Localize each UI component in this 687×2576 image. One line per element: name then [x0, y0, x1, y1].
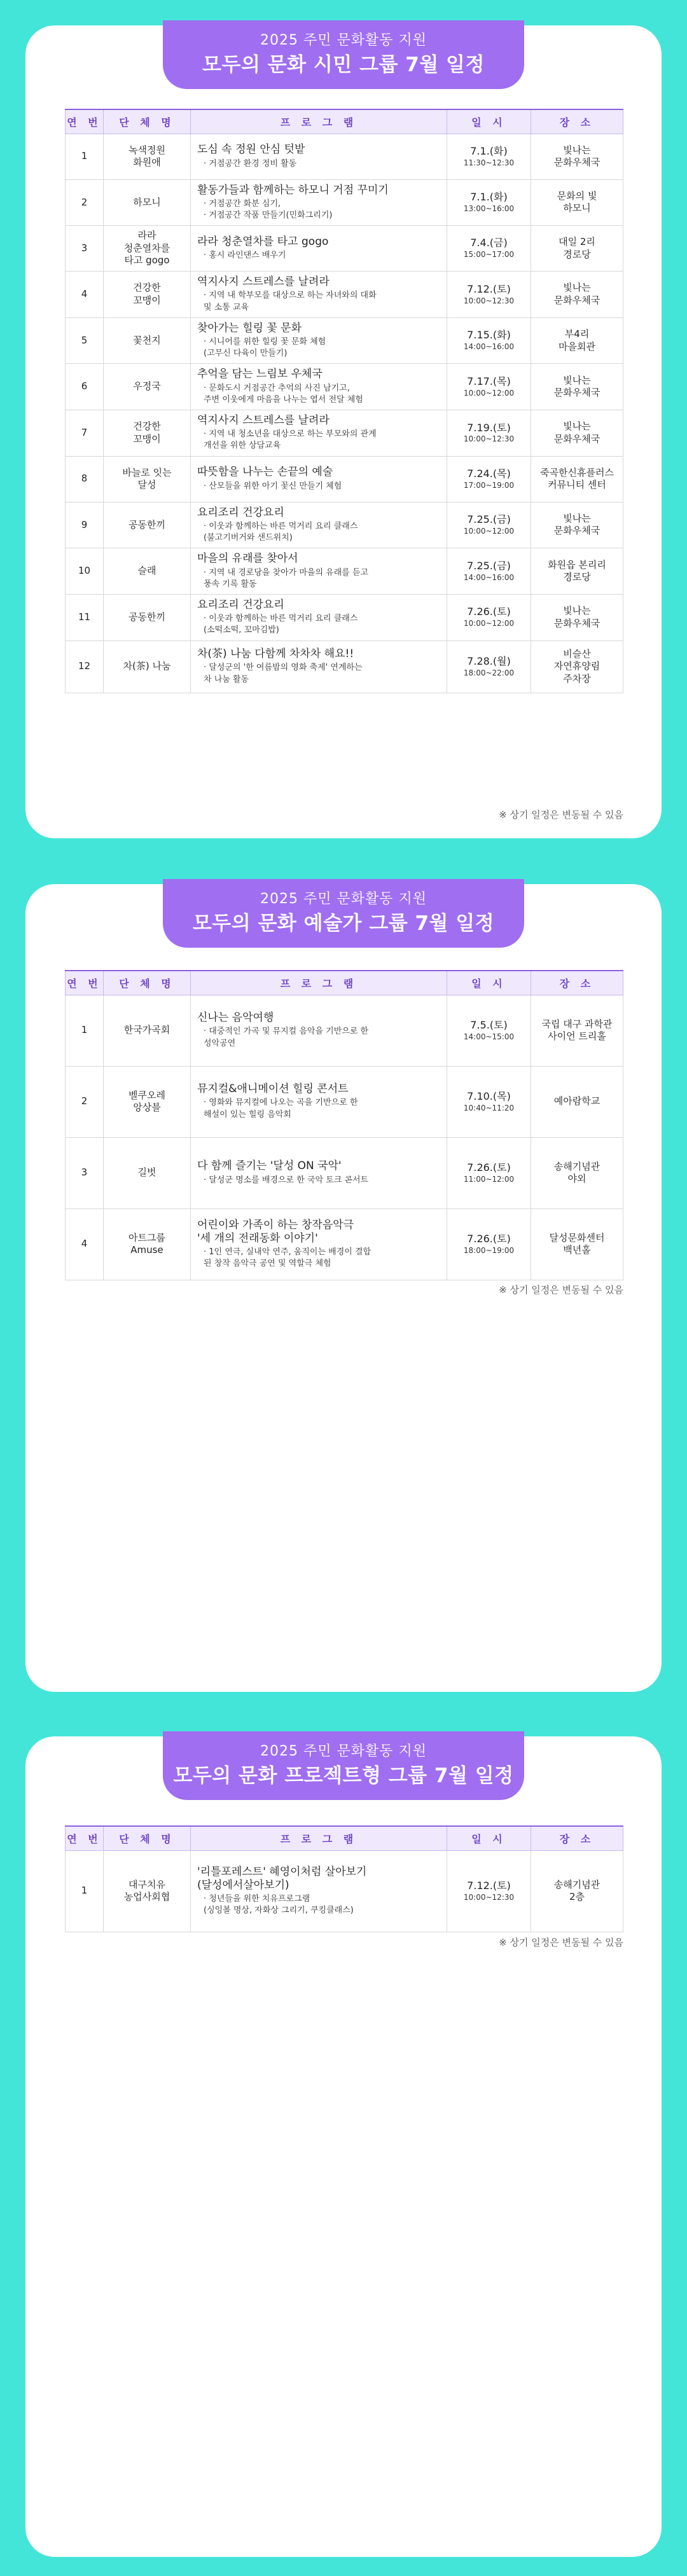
- datetime-cell: [447, 1208, 531, 1280]
- table-header-row: [66, 1826, 623, 1850]
- row-number: 12: [66, 641, 104, 693]
- header-program: 프 로 그 램: [191, 109, 447, 134]
- program-cell: [191, 272, 447, 318]
- datetime-cell: [447, 1066, 531, 1137]
- program-description: · 거점공간 환경 정비 활동: [204, 158, 297, 169]
- table-header-row: [66, 971, 623, 995]
- header-group: 단 체 명: [104, 1826, 191, 1850]
- program-cell: [191, 995, 447, 1066]
- event-time: 11:30~12:30: [463, 158, 515, 167]
- event-time: 18:00~19:00: [463, 1245, 515, 1255]
- header-group: 단 체 명: [104, 109, 191, 134]
- schedule-table: [65, 1825, 623, 1932]
- program-title: 차(茶) 나눔 다함께 차차차 해요!!: [197, 647, 354, 661]
- group-name: 대구치유 농업사회협: [104, 1850, 191, 1932]
- program-description: · 문화도시 거점공간 추억의 사진 남기고, 주변 이웃에게 마음을 나누는 엽서 전달 체험: [204, 383, 363, 405]
- row-number: 11: [66, 594, 104, 641]
- section-banner: [163, 1731, 524, 1800]
- datetime-cell: [447, 548, 531, 595]
- table-row: [66, 1137, 623, 1208]
- event-place: 화원읍 본리리 경로당: [531, 548, 623, 595]
- section-panel-project: [25, 1736, 662, 2557]
- program-cell: [191, 548, 447, 595]
- header-place: 장 소: [531, 109, 623, 134]
- program-title: 라라 청춘열차를 타고 gogo: [197, 235, 329, 248]
- program-description: · 거점공간 화분 심기, · 거점공간 작품 만들기(민화그리기): [204, 198, 333, 220]
- table-row: [66, 226, 623, 272]
- group-name: 공동한끼: [104, 502, 191, 548]
- row-number: 10: [66, 548, 104, 595]
- row-number: 7: [66, 410, 104, 457]
- row-number: 6: [66, 364, 104, 410]
- group-name: 하모니: [104, 179, 191, 226]
- table-row: [66, 456, 623, 502]
- datetime-cell: [447, 272, 531, 318]
- program-description: · 시니어를 위한 힐링 꽃 문화 체험 (고무신 다육이 만들기): [204, 337, 326, 359]
- row-number: 2: [66, 179, 104, 226]
- table-row: [66, 1850, 623, 1932]
- event-time: 17:00~19:00: [463, 480, 515, 490]
- header-no: 연 번: [66, 109, 104, 134]
- program-title: 다 함께 즐기는 '달성 ON 국악': [197, 1160, 342, 1173]
- program-cell: [191, 317, 447, 364]
- program-cell: [191, 456, 447, 502]
- program-description: · 지역 내 청소년을 대상으로 하는 부모와의 관계 개선을 위한 상담교육: [204, 429, 377, 451]
- program-description: · 청년들을 위한 치유프로그램 (싱잉볼 명상, 자화상 그리기, 쿠킹클래스): [204, 1894, 354, 1916]
- event-place: 부4리 마을회관: [531, 317, 623, 364]
- group-name: 건강한 꼬맹이: [104, 410, 191, 457]
- group-name: 건강한 꼬맹이: [104, 272, 191, 318]
- program-description: · 달성군 명소를 배경으로 한 국악 토크 콘서트: [204, 1175, 369, 1185]
- row-number: 9: [66, 502, 104, 548]
- event-time: 10:00~12:30: [463, 434, 515, 444]
- program-title: 따뜻함을 나누는 손끝의 예술: [197, 466, 333, 479]
- event-date: 7.26.(토): [467, 1161, 511, 1174]
- event-date: 7.26.(토): [467, 606, 511, 618]
- program-cell: [191, 594, 447, 641]
- section-banner: [163, 20, 524, 89]
- program-cell: [191, 1066, 447, 1137]
- event-date: 7.1.(화): [470, 144, 508, 157]
- table-row: [66, 1066, 623, 1137]
- banner-subtitle: 2025 주민 문화활동 지원: [260, 32, 427, 48]
- program-description: · 산모들을 위한 아기 꽃신 만들기 체험: [204, 481, 342, 491]
- group-name: 꽃천지: [104, 317, 191, 364]
- event-place: 빛나는 문화우체국: [531, 272, 623, 318]
- program-description: · 1인 연극, 실내악 연주, 움직이는 배경이 결합 된 창작 음악극 공연 및 역할극 체험: [204, 1247, 371, 1269]
- program-cell: [191, 1850, 447, 1932]
- program-title: 역지사지 스트레스를 날려라: [197, 414, 330, 427]
- event-date: 7.12.(토): [467, 282, 511, 295]
- schedule-table: [65, 970, 623, 1280]
- header-no: 연 번: [66, 971, 104, 995]
- group-name: 라라 청춘열차를 타고 gogo: [104, 226, 191, 272]
- row-number: 1: [66, 1850, 104, 1932]
- row-number: 5: [66, 317, 104, 364]
- event-date: 7.26.(토): [467, 1232, 511, 1245]
- table-row: [66, 502, 623, 548]
- row-number: 3: [66, 226, 104, 272]
- table-row: [66, 1208, 623, 1280]
- event-place: 문화의 빛 하모니: [531, 179, 623, 226]
- event-time: 14:00~16:00: [463, 572, 515, 582]
- event-date: 7.4.(금): [470, 237, 508, 249]
- event-place: 비슬산 자연휴양림 주차장: [531, 641, 623, 693]
- event-place: 빛나는 문화우체국: [531, 134, 623, 179]
- program-description: · 영화와 뮤지컬에 나오는 곡을 기반으로 한 해설이 있는 힐링 음악회: [204, 1098, 358, 1119]
- table-row: [66, 317, 623, 364]
- event-place: 빛나는 문화우체국: [531, 364, 623, 410]
- banner-title: 모두의 문화 프로젝트형 그룹 7월 일정: [173, 1764, 514, 1787]
- header-no: 연 번: [66, 1826, 104, 1850]
- program-title: 뮤지컬&애니메이션 힐링 콘서트: [197, 1083, 349, 1096]
- schedule-table: [65, 109, 623, 693]
- event-place: 송해기념관 2층: [531, 1850, 623, 1932]
- event-date: 7.5.(토): [470, 1018, 508, 1031]
- group-name: 바늘로 잇는 달성: [104, 456, 191, 502]
- group-name: 차(茶) 나눔: [104, 641, 191, 693]
- banner-subtitle: 2025 주민 문화활동 지원: [260, 891, 427, 907]
- schedule-note: ※ 상기 일정은 변동될 수 있음: [499, 1284, 623, 1296]
- program-title: '리틀포레스트' 혜영이처럼 살아보기 (달성에서살아보기): [197, 1865, 367, 1892]
- program-title: 추억을 담는 느림보 우체국: [197, 368, 323, 381]
- header-datetime: 일 시: [447, 1826, 531, 1850]
- datetime-cell: [447, 1850, 531, 1932]
- header-place: 장 소: [531, 1826, 623, 1850]
- banner-title: 모두의 문화 시민 그룹 7월 일정: [202, 53, 485, 76]
- event-time: 15:00~17:00: [463, 250, 515, 260]
- row-number: 4: [66, 272, 104, 318]
- table-row: [66, 641, 623, 693]
- event-place: 대일 2리 경로당: [531, 226, 623, 272]
- program-title: 활동가들과 함께하는 하모니 거점 꾸미기: [197, 183, 389, 197]
- event-place: 죽곡한신휴플러스 커뮤니티 센터: [531, 456, 623, 502]
- datetime-cell: [447, 317, 531, 364]
- program-description: · 이웃과 함께하는 바른 먹거리 요리 클래스 (불고기버거와 샌드위치): [204, 521, 358, 543]
- event-time: 10:00~12:30: [463, 1892, 515, 1902]
- program-title: 도심 속 정원 안심 텃밭: [197, 143, 305, 156]
- datetime-cell: [447, 179, 531, 226]
- event-place: 송해기념관 야외: [531, 1137, 623, 1208]
- event-place: 빛나는 문화우체국: [531, 502, 623, 548]
- table-row: [66, 548, 623, 595]
- table-row: [66, 272, 623, 318]
- row-number: 2: [66, 1066, 104, 1137]
- banner-title: 모두의 문화 예술가 그룹 7월 일정: [192, 912, 495, 935]
- program-cell: [191, 134, 447, 179]
- datetime-cell: [447, 364, 531, 410]
- row-number: 1: [66, 995, 104, 1066]
- datetime-cell: [447, 410, 531, 457]
- group-name: 벨쿠오레 앙상블: [104, 1066, 191, 1137]
- table-row: [66, 594, 623, 641]
- header-program: 프 로 그 램: [191, 1826, 447, 1850]
- event-date: 7.19.(토): [467, 421, 511, 434]
- event-time: 14:00~16:00: [463, 342, 515, 352]
- program-title: 신나는 음악여행: [197, 1011, 274, 1025]
- event-date: 7.25.(금): [467, 559, 511, 572]
- datetime-cell: [447, 226, 531, 272]
- event-time: 10:00~12:00: [463, 527, 515, 536]
- program-cell: [191, 226, 447, 272]
- header-program: 프 로 그 램: [191, 971, 447, 995]
- datetime-cell: [447, 594, 531, 641]
- event-date: 7.25.(금): [467, 513, 511, 526]
- event-place: 달성문화센터 백년홀: [531, 1208, 623, 1280]
- program-title: 어린이와 가족이 하는 창작음악극 '세 개의 전래동화 이야기': [197, 1218, 354, 1245]
- row-number: 4: [66, 1208, 104, 1280]
- table-row: [66, 134, 623, 179]
- datetime-cell: [447, 502, 531, 548]
- header-group: 단 체 명: [104, 971, 191, 995]
- group-name: 슬래: [104, 548, 191, 595]
- row-number: 8: [66, 456, 104, 502]
- datetime-cell: [447, 995, 531, 1066]
- program-cell: [191, 641, 447, 693]
- header-datetime: 일 시: [447, 109, 531, 134]
- datetime-cell: [447, 134, 531, 179]
- program-description: · 지역 내 학부모를 대상으로 하는 자녀와의 대화 및 소통 교육: [204, 291, 377, 312]
- event-date: 7.17.(목): [467, 375, 511, 387]
- program-cell: [191, 364, 447, 410]
- table-row: [66, 995, 623, 1066]
- event-time: 10:00~12:00: [463, 388, 515, 398]
- event-place: 빛나는 문화우체국: [531, 594, 623, 641]
- event-time: 14:00~15:00: [463, 1032, 515, 1041]
- group-name: 우정국: [104, 364, 191, 410]
- event-time: 10:40~11:20: [463, 1103, 515, 1112]
- event-date: 7.24.(목): [467, 467, 511, 480]
- event-time: 10:00~12:30: [463, 296, 515, 305]
- row-number: 3: [66, 1137, 104, 1208]
- schedule-note: ※ 상기 일정은 변동될 수 있음: [499, 1937, 623, 1948]
- event-date: 7.1.(화): [470, 191, 508, 204]
- program-title: 찾아가는 힐링 꽃 문화: [197, 321, 302, 335]
- program-title: 역지사지 스트레스를 날려라: [197, 275, 330, 289]
- program-description: · 대중적인 가곡 및 뮤지컬 음악을 기반으로 한 성악공연: [204, 1027, 369, 1048]
- header-place: 장 소: [531, 971, 623, 995]
- program-title: 마을의 유래를 찾아서: [197, 552, 298, 565]
- group-name: 녹색정원 화원애: [104, 134, 191, 179]
- section-panel-artist: [25, 884, 662, 1692]
- program-cell: [191, 502, 447, 548]
- program-title: 요리조리 건강요리: [197, 598, 284, 611]
- datetime-cell: [447, 1137, 531, 1208]
- event-date: 7.10.(목): [467, 1090, 511, 1102]
- datetime-cell: [447, 456, 531, 502]
- table-row: [66, 410, 623, 457]
- group-name: 길벗: [104, 1137, 191, 1208]
- event-date: 7.28.(월): [467, 654, 511, 667]
- event-date: 7.12.(토): [467, 1879, 511, 1892]
- row-number: 1: [66, 134, 104, 179]
- group-name: 공동한끼: [104, 594, 191, 641]
- schedule-note: ※ 상기 일정은 변동될 수 있음: [499, 809, 623, 821]
- program-description: · 홍시 라인댄스 배우기: [204, 251, 286, 261]
- header-datetime: 일 시: [447, 971, 531, 995]
- section-panel-citizen: [25, 25, 662, 838]
- program-description: · 달성군의 '한 여름밤의 영화 축제' 연계하는 차 나눔 활동: [204, 663, 363, 684]
- group-name: 한국가곡회: [104, 995, 191, 1066]
- table-row: [66, 364, 623, 410]
- program-cell: [191, 410, 447, 457]
- event-place: 빛나는 문화우체국: [531, 410, 623, 457]
- group-name: 아트그룹 Amuse: [104, 1208, 191, 1280]
- table-header-row: [66, 109, 623, 134]
- program-description: · 지역 내 경로당을 찾아가 마을의 유래를 듣고 풍속 기록 활동: [204, 567, 369, 589]
- program-cell: [191, 1137, 447, 1208]
- event-place: 국립 대구 과학관 사이언 트리홀: [531, 995, 623, 1066]
- event-place: 예아람학교: [531, 1066, 623, 1137]
- section-banner: [163, 879, 524, 948]
- datetime-cell: [447, 641, 531, 693]
- program-cell: [191, 179, 447, 226]
- banner-subtitle: 2025 주민 문화활동 지원: [260, 1743, 427, 1759]
- event-date: 7.15.(화): [467, 329, 511, 342]
- event-time: 11:00~12:00: [463, 1174, 515, 1184]
- event-time: 18:00~22:00: [463, 668, 515, 677]
- event-time: 13:00~16:00: [463, 204, 515, 213]
- program-description: · 이웃과 함께하는 바른 먹거리 요리 클래스 (소떡소떡, 꼬마김밥): [204, 614, 358, 635]
- program-title: 요리조리 건강요리: [197, 506, 284, 519]
- table-row: [66, 179, 623, 226]
- program-cell: [191, 1208, 447, 1280]
- event-time: 10:00~12:00: [463, 619, 515, 628]
